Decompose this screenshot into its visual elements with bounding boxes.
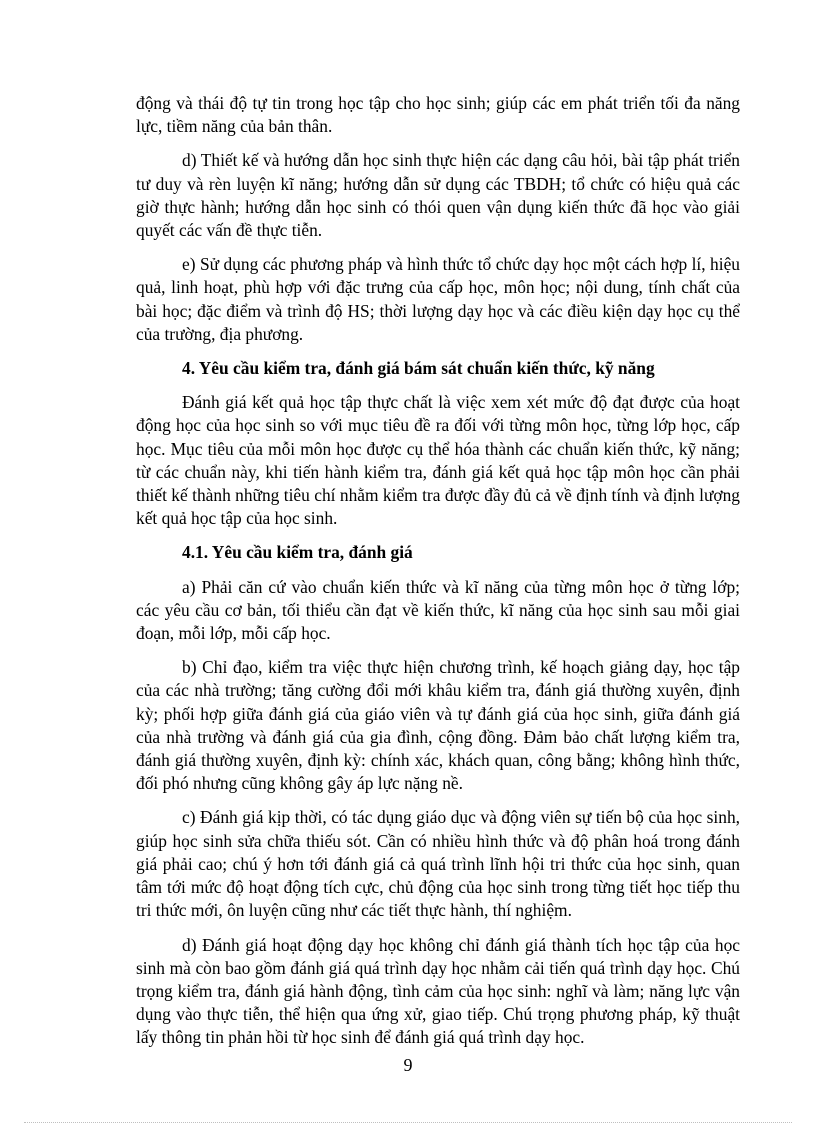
paragraph-item-e-methods: e) Sử dụng các phương pháp và hình thức tổ chức dạy học một cách hợp lí, hiệu quả, linh hoạt, phù hợp với đặc trưng của cấp học, môn học; nội dung, tính chất của bài học; đặc điểm và trình độ HS; thời lượng dạy học và các điều kiện dạy học cụ thể của trường, địa phương.: [136, 254, 740, 344]
paragraph-item-c-timely: c) Đánh giá kịp thời, có tác dụng giáo dục và động viên sự tiến bộ của học sinh, giúp học sinh sửa chữa thiếu sót. Cần có nhiều hình thức và độ phân hoá trong đánh giá phải cao; chú ý hơn tới đánh giá cả quá trình lĩnh hội tri thức của học sinh, quan tâm tới mức độ hoạt động tích cực, chủ động của học sinh trong từng tiết học tiếp thu tri thức mới, ôn luyện cũng như các tiết thực hành, thí nghiệm.: [136, 807, 740, 921]
paragraph-item-d-design: d) Thiết kế và hướng dẫn học sinh thực hiện các dạng câu hỏi, bài tập phát triển tư duy và rèn luyện kĩ năng; hướng dẫn sử dụng các TBDH; tổ chức có hiệu quả các giờ thực hành; hướng dẫn học sinh có thói quen vận dụng kiến thức đã học vào giải quyết các vấn đề thực tiễn.: [136, 150, 740, 241]
section-heading-4: 4. Yêu cầu kiểm tra, đánh giá bám sát chuẩn kiến thức, kỹ năng: [182, 358, 655, 379]
paragraph-item-b-direction: b) Chỉ đạo, kiểm tra việc thực hiện chương trình, kế hoạch giảng dạy, học tập của các nhà trường; tăng cường đổi mới khâu kiểm tra, đánh giá thường xuyên, định kỳ; phối hợp giữa đánh giá của giáo viên và tự đánh giá của học sinh, giữa đánh giá của nhà trường và đánh giá của gia đình, cộng đồng. Đảm bảo chất lượng kiểm tra, đánh giá thường xuyên, định kỳ: chính xác, khách quan, công bằng; không hình thức, đối phó nhưng cũng không gây áp lực nặng nề.: [136, 657, 740, 794]
document-page: [136, 92, 740, 1061]
paragraph-assessment-intro: Đánh giá kết quả học tập thực chất là việc xem xét mức độ đạt được của hoạt động học của học sinh so với mục tiêu đề ra đối với từng môn học, từng lớp học, cấp học. Mục tiêu của mỗi môn học được cụ thể hóa thành các chuẩn kiến thức, kỹ năng; từ các chuẩn này, khi tiến hành kiểm tra, đánh giá kết quả học tập môn học cần phải thiết kế thành những tiêu chí nhằm kiểm tra được đầy đủ cả về định tính và định lượng kết quả học tập của học sinh.: [136, 392, 740, 529]
paragraph-item-a-standards: a) Phải căn cứ vào chuẩn kiến thức và kĩ năng của từng môn học ở từng lớp; các yêu cầu cơ bản, tối thiểu cần đạt về kiến thức, kĩ năng của học sinh sau mỗi giai đoạn, mỗi lớp, mỗi cấp học.: [136, 576, 740, 644]
section-heading-4-1: 4.1. Yêu cầu kiểm tra, đánh giá: [182, 542, 413, 563]
paragraph-intro-continuation: động và thái độ tự tin trong học tập cho học sinh; giúp các em phát triển tối đa năng lực, tiềm năng của bản thân.: [136, 93, 740, 137]
page-number: 9: [403, 1055, 413, 1075]
paragraph-item-d-evaluation: d) Đánh giá hoạt động dạy học không chỉ đánh giá thành tích học tập của học sinh mà còn bao gồm đánh giá quá trình dạy học nhằm cải tiến quá trình dạy học. Chú trọng kiểm tra, đánh giá hành động, tình cảm của học sinh: nghĩ và làm; năng lực vận dụng vào thực tiễn, thể hiện qua ứng xử, giao tiếp. Chú trọng phương pháp, kỹ thuật lấy thông tin phản hồi từ học sinh để đánh giá quá trình dạy học.: [136, 934, 740, 1048]
